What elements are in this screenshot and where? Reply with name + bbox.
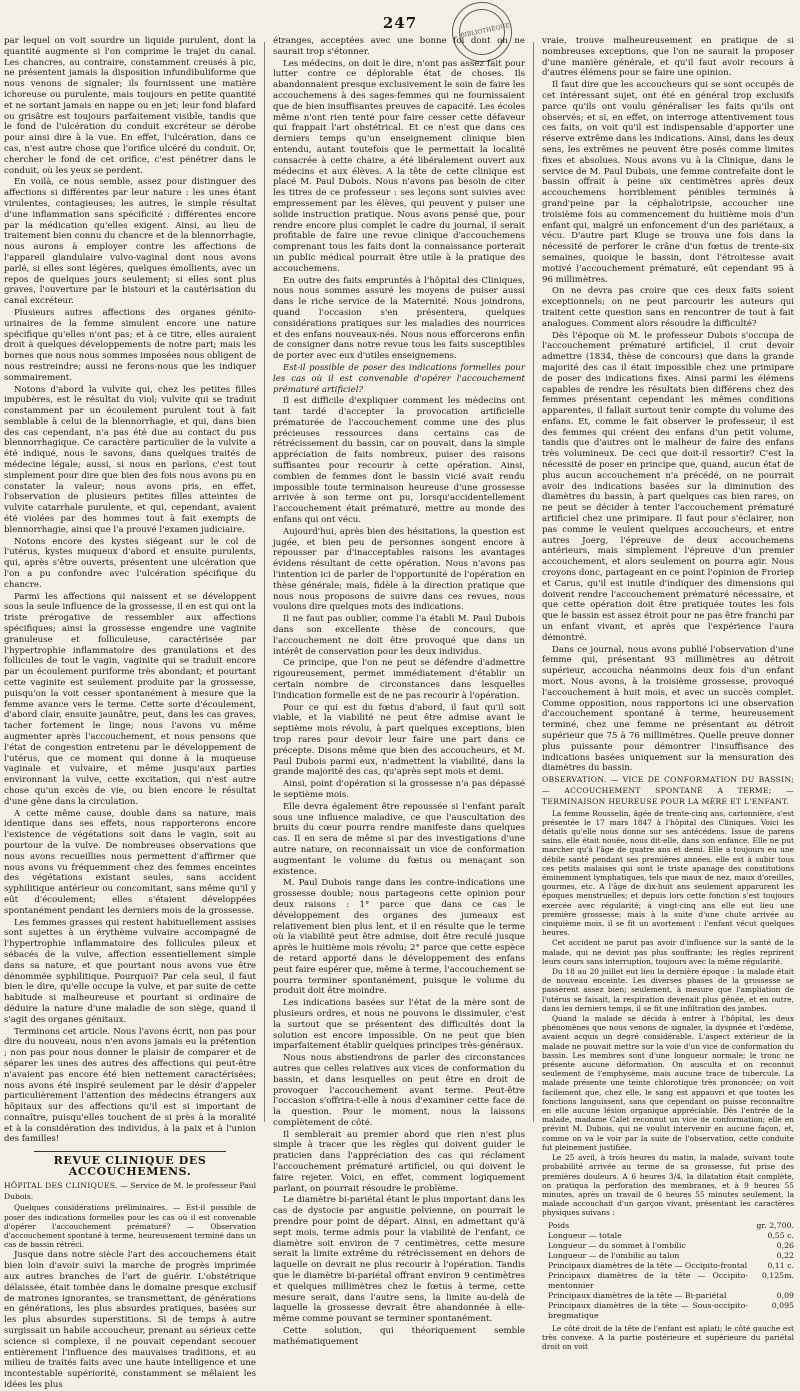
paragraph: Il faut dire que les accoucheurs qui se sont occupés de cet intéressant sujet, ont été en général trop exclusifs parce qu'ils ont voulu généraliser les faits qu'ils ont observés; et si, en effet, on interroge attentivement tous ces faits, on voit qu'il est indispensable d'apporter une réserve extrême dans les indications. Ainsi, dans les deux sens, les extrêmes ne peuvent être posés comme limites fixes et absolues. Nous avons vu à la Clinique, dans le service de M. Paul Dubois, une femme contrefaite dont le bassin offrait à peine six centimètres après deux accouchemens horriblement pénibles terminés à grand'peine par la céphalotripsie, accoucher une troisième fois au commencement du huitième mois d'un enfant qui, malgré un enfoncement d'un des pariétaux, a vécu. D'autre part Kluge se trouva une fois dans la nécessité de perforer le crâne d'un fœtus de trente-six semaines, quoique le bassin, dont l'étroitesse avait motivé l'accouchement prématuré, eût cependant 95 à 96 millimètres. bbox=[542, 80, 795, 285]
paragraph: M. Paul Dubois range dans les contre-indications une grossesse double; nous partageons cette opinion pour deux raisons : 1° parce que dans ce cas le développement des organes des jumeaux est relativement bien plus lent, et il en résulte que le terme où la viabilité peut être admise, doit être reculé jusque après le huitième mois révolu; 2° parce que cette espèce de retard apporté dans le développement des enfans peut faire espérer que, même à terme, l'accouchement se pourra terminer spontanément, puisque le volume du produit doit être moindre. bbox=[273, 878, 526, 997]
measurement-value: 0,125m. bbox=[761, 1270, 795, 1280]
paragraph: Les médecins, on doit le dire, n'ont pas assez fait pour lutter contre ce déplorable état de choses. Ils abandonnaient presque exclusivement le soin de faire les accouchemens à des sages-femmes qui ne fournissaient que de bien insuffisantes preuves de capacité. Les écoles même n'ont rien tenté pour faire cesser cette défaveur qui frappait l'art obstétrical. Et ce n'est que dans ces derniers temps qu'un enseignement clinique bien entendu, autant toutefois que le permettait la localité consacrée à cette chaire, a été libéralement ouvert aux médecins et aux élèves. A la tête de cette clinique est placé M. Paul Dubois. Nous n'avons pas besoin de citer les titres de ce professeur : ses leçons sont suivies avec empressement par les élèves, qui peuvent y puiser une solide instruction pratique. Nous avons pensé que, pour rendre encore plus complet le cadre du journal, il serait profitable de faire une revue clinique d'accouchemens comprenant tous les faits dont la connaissance porterait un public médical pourrait être utile à la pratique des accouchemens. bbox=[273, 58, 526, 274]
paragraph: Les indications basées sur l'état de la mère sont de plusieurs ordres, et nous ne pouvons le dissimuler, c'est la surtout que se présentent des difficultés dont la solution est encore impossible. On ne peut que bien imparfaitement établir quelques principes très-généraux. bbox=[273, 998, 526, 1052]
paragraph: Dans ce journal, nous avons publié l'observation d'une femme qui, présentant 93 millimètres au détroit supérieur, accoucha néanmoins deux fois d'un enfant mort. Nous avons, à la troisième grossesse, provoqué l'accouchement à huit mois, et avec un succès complet. Comme opposition, nous rapportons ici une observation d'accouchement spontané à terme, heureusement terminé, chez une femme ne présentant au détroit supérieur que 75 à 76 millimètres. Quelle preuve donner plus puissante pour démontrer l'insuffisance des indications basées uniquement sur la mensuration des diamètres du bassin. bbox=[542, 644, 795, 774]
paragraph: Du 18 au 20 juillet eut lieu la dernière époque : la malade était de nouveau enceinte. Les diverses phases de la grossesse se passèrent assez bien; seulement, à mesure que l'ampliation de l'utérus se faisait, la respiration devenait plus gênée, et en outre, dans les derniers temps, il se fit une infiltration des jambes. bbox=[542, 967, 795, 1013]
measurement-label: Longueur — du sommet à l'ombilic bbox=[548, 1240, 686, 1250]
measurement-value: 0,11 c. bbox=[767, 1260, 795, 1270]
paragraph: Plusieurs autres affections des organes génito-urinaires de la femme simulent encore une nature spécifique qu'elles n'ont pas; et à ce titre, elles auraient droit à quelques développements de notre part; mais les bornes que nous nous sommes imposées nous obligent de nous restreindre; aussi ne ferons-nous que les indiquer sommairement. bbox=[4, 307, 257, 383]
measurement-label: Principaux diamètres de la tête — Occipito-mentonnier bbox=[548, 1270, 749, 1290]
measurement-value: 0,22 bbox=[776, 1250, 795, 1260]
paragraph: Notons encore des kystes siégeant sur le col de l'utérus, kystes muqueux d'abord et ensuite purulents, qui, après s'être ouverts, présentent une ulcération que l'on a pu confondre avec l'ulcération spécifique du chancre. bbox=[4, 536, 257, 590]
paragraph: Ce principe, que l'on ne peut se défendre d'admettre rigoureusement, permet immédiatement d'établir un certain nombre de circonstances dans lesquelles l'indication formelle est de ne pas recourir à l'opération. bbox=[273, 658, 526, 701]
paragraph: vraie, trouve malheureusement en pratique de si nombreuses exceptions, que l'on ne saurait la proposer d'une manière générale, et qu'il faut avoir recours à d'autres élémens pour se faire une opinion. bbox=[542, 36, 795, 79]
right-column bbox=[542, 36, 795, 1351]
paragraph: Jusque dans notre siècle l'art des accouchemens était bien loin d'avoir suivi la marche de progrès imprimée aux autres branches de l'art de guérir. L'obstétrique délaissée, était tombée dans le domaine presque exclusif de matrones ignorantes, se transmettant, de générations en générations, les plus absurdes pratiques, basées sur les plus absurdes superstitions. Si de temps à autre surgissait un habile accoucheur, prenant au sérieux cette science si complexe, il ne pouvait cependant secouer entièrement l'influence des mauvaises traditions, et au milieu de traités faits avec une haute intelligence et une incontestable supériorité, constamment se mêlaient les idées les plus bbox=[4, 1250, 257, 1391]
paragraph: Le 25 avril, à trois heures du matin, la malade, suivant toute probabilité arrivée au terme de sa grossesse, fut prise des premières douleurs. A 6 heures 3/4, la dilatation était complète, on pratiqua la perforation des membranes, et à 9 heures 55 minutes, après un travail de 6 heures 55 minutes seulement, la malade accouchait d'un garçon vivant, présentant les caractères physiques suivans : bbox=[542, 1153, 795, 1218]
middle-column bbox=[273, 36, 526, 1347]
observation-heading: OBSERVATION. — VICE DE CONFORMATION DU BASSIN; — ACCOUCHEMENT SPONTANÉ A TERME; — TERMINAISON HEUREUSE POUR LA MÈRE ET L'ENFANT. bbox=[542, 775, 795, 806]
measurement-row bbox=[548, 1301, 794, 1321]
measurement-value: 0,09 bbox=[776, 1290, 795, 1300]
measurement-label: Longueur — totale bbox=[548, 1230, 622, 1240]
paragraph: Aujourd'hui, après bien des hésitations, la question est jugée, et bien peu de personnes songent encore à repousser par d'inacceptables raisons les avantages évidens résultant de cette opération. Nous n'avons pas l'intention ici de parler de l'opportunité de l'opération en thèse générale; mais, fidèle à la direction pratique que nous nous proposons de suivre dans ces revues, nous voulons dire quelques mots des indications. bbox=[273, 526, 526, 613]
subheading-question: Est-il possible de poser des indications formelles pour les cas où il est convenable d'opérer l'accouchement prématuré artificiel? bbox=[273, 362, 526, 395]
paragraph: Le diamètre bi-pariétal étant le plus important dans les cas de dystocie par angustie pelvienne, on pourrait le prendre pour point de départ. Ainsi, en admettant qu'à sept mois, terme admis pour la viabilité de l'enfant, ce diamètre soit environ de 7 centimètres, cette mesure serait la limite extrême du rétrécissement en dehors de laquelle on devrait ne plus recourir à l'opération. Tandis que le diamètre bi-pariétal offrant environ 9 centimètres et quelques millimètres chez le fœtus à terme, cette mesure serait, dans l'autre sens, la limite au-delà de laquelle la grossesse devrait être abandonnée à elle-même comme pouvant se terminer spontanément. bbox=[273, 1195, 526, 1325]
hospital-text: — Service de M. le professeur Paul Dubois. bbox=[4, 1180, 256, 1201]
measurement-label: Longueur — de l'ombilic au talon bbox=[548, 1250, 680, 1260]
paragraph: Elle devra également être repoussée si l'enfant paraît sous une influence maladive, ce que l'auscultation des bruits du cœur pourra rendre manifeste dans quelques cas. Il en sera de même si par des investigations d'une autre nature, on reconnaissait un vice de conformation augmentant le volume du fœtus ou menaçant son existence. bbox=[273, 801, 526, 877]
paragraph: Cette solution, qui théoriquement semble mathématiquement bbox=[273, 1326, 526, 1347]
paragraph: Nous nous abstiendrons de parler des circonstances autres que celles relatives aux vices de conformation du bassin, et dans lesquelles on peut être en droit de provoquer l'accouchement avant terme. Peut-être l'occasion s'offrira-t-elle à nous d'examiner cette face de la question. Pour le moment, nous la laissons complètement de côté. bbox=[273, 1053, 526, 1128]
paragraph: On ne devra pas croire que ces deux faits soient exceptionnels; on ne peut parcourir les auteurs qui traitent cette question sans en rencontrer de tout à fait analogues. Comment alors résoudre la difficulté? bbox=[542, 286, 795, 329]
paragraph: Ainsi, point d'opération si la grossesse n'a pas dépassé le septième mois. bbox=[273, 779, 526, 800]
measurement-label: Principaux diamètres de la tête — Occipito-frontal bbox=[548, 1260, 748, 1270]
paragraph: En outre des faits empruntés à l'hôpital des Cliniques, nous nous sommes assuré les moyens de puiser aussi dans le riche service de la Maternité. Nous joindrons, quand l'occasion s'en présentera, quelques considérations pratiques sur les maladies des nourrices et des enfans nouveaux-nés. Nous nous efforcerons enfin de consigner dans notre revue tous les faits susceptibles de porter avec eux d'utiles enseignemens. bbox=[273, 275, 526, 362]
paragraph: Cet accident ne parut pas avoir d'influence sur la santé de la malade, qui ne devint pas plus souffrante; les règles reprirent leurs cours sans interruption, toujours avec la même régularité. bbox=[542, 938, 795, 966]
paragraph: Il semblerait au premier abord que rien n'est plus simple à tracer que les règles qui doivent guider le praticien dans l'appréciation des cas qui réclament l'accouchement prématuré artificiel, ou qui doivent le faire rejeter. Voici, en effet, comment logiquement parlant, on pourrait résoudre le problème. bbox=[273, 1129, 526, 1194]
text-columns bbox=[4, 36, 795, 1391]
measurement-label: Principaux diamètres de la tête — Bi-pariétal bbox=[548, 1290, 727, 1300]
measurement-row bbox=[548, 1241, 794, 1251]
paragraph: étranges, acceptées avec une bonne foi dont on ne saurait trop s'étonner. bbox=[273, 36, 526, 57]
measurement-label: Poids bbox=[548, 1220, 570, 1230]
measurement-value: 0,55 c. bbox=[767, 1230, 795, 1240]
column-rule bbox=[264, 42, 265, 1122]
paragraph: Il est difficile d'expliquer comment les médecins ont tant tardé d'accepter la provocation artificielle prématurée de l'accouchement comme une des plus précieuses ressources dans certains cas de rétrécissement du bassin, car on pouvait, dans la simple appréciation de faits nombreux, puiser des raisons suffisantes pour recourir à cette opération. Ainsi, combien de femmes dont le bassin vicié avait rendu impossible toute terminaison heureuse d'une grossesse arrivée à son terme ont pu, lorsqu'accidentellement l'accouchement était prématuré, mettre au monde des enfans qui ont vécu. bbox=[273, 396, 526, 526]
section-divider bbox=[34, 1151, 226, 1152]
column-rule bbox=[533, 42, 534, 1122]
paragraph: Notons d'abord la vulvite qui, chez les petites filles impubères, est le résultat du viol; vulvite qui se traduit constamment par un écoulement purulent tout à fait semblable à celui de la blennorrhagie, et qui, dans bien des cas cependant, n'a pas été due au contact du pus blennorrhagique. Ce caractère particulier de la vulvite a été indiqué, nous le savons, dans quelques traités de médecine légale; aussi, si nous en parlons, c'est tout simplement pour dire que bien des fois nous avons pu en constater la valeur; nous avons pris, en effet, l'observation de plusieurs petites filles atteintes de vulvite catarrhale purulente, et qui, cependant, avaient été violées par des hommes tout à fait exempts de blennorrhagie, ainsi que l'a prouvé l'examen judiciaire. bbox=[4, 384, 257, 535]
left-column bbox=[4, 36, 257, 1391]
section-summary: Quelques considérations préliminaires. — Est-il possible de poser des indications formelles pour les cas où il est convenable d'opérer l'accouchement prématuré? — Observation d'accouchement spontané à terme, heureusement terminé dans un cas de bassin rétréci. bbox=[4, 1203, 257, 1250]
measurement-row bbox=[548, 1271, 794, 1291]
section-title: REVUE CLINIQUE DES ACCOUCHEMENS. bbox=[53, 1154, 207, 1179]
paragraph: par lequel on voit sourdre un liquide purulent, dont la quantité augmente si l'on comprime le trajet du canal. Les chancres, au contraire, constamment creusés à pic, ne présentent jamais la disposition infundibuliforme que nous venons de signaler; ils fournissent une matière ichoreuse ou purulente, mais toujours en petite quantité et ne sortant jamais en nappe ou en jet; leur fond blafard ou grisâtre est toujours parfaitement visible, tandis que le fond de l'ulcération du conduit excréteur se dérobe pour ainsi dire à la vue. En effet, l'ulcération, dans ce cas, n'est autre chose que l'orifice ulcéré du conduit. Or, chercher le fond de cet orifice, c'est pénétrer dans le conduit, où les yeux se perdent. bbox=[4, 36, 257, 176]
paragraph: Dès l'époque où M. le professeur Dubois s'occupa de l'accouchement prématuré artificiel, il crut devoir admettre (1834, thèse de concours) que dans la grande majorité des cas il était impossible chez une primipare de poser des indications fixes. Ainsi parmi les élémens capables de rendre les résultats bien différens chez des femmes présentant cependant les mêmes conditions apparentes, il fallait surtout tenir compte du volume des enfans. Et, comme le fait observer le professeur, il est des femmes qui créent des enfans d'un petit volume, tandis que d'autres ont le malheur de faire des enfans très volumineux. De ceci que doit-il ressortir? C'est la nécessité de poser en principe que, quand, aucun état de plus aucun accouchement n'a précédé, on ne pourrait avoir des indications basées sur la diminution des diamètres du bassin, à part quelques cas bien rares, on ne peut se décider à tenter l'accouchement prématuré artificiel chez une primipare. Il faut pour s'éclairer, non pas comme le veulent quelques accoucheurs, et entre autres Joerg, l'épreuve de deux accouchemens antérieurs, mais simplement l'épreuve d'un premier accouchement, et alors seulement on pourra agir. Nous croyons donc, partageant en ce point l'opinion de Froriep et Carus, qu'il est inutile d'indiquer des dimensions qui doivent rendre l'accouchement prématuré nécessaire, et que cette opération doit être pratiquée toutes les fois que le bassin est assez étroit pour ne pas être franchi par un enfant vivant, et après que l'expérience l'aura démontré. bbox=[542, 330, 795, 643]
paragraph: Pour ce qui est du fœtus d'abord, il faut qu'il soit viable, et la viabilité ne peut être admise avant le septième mois révolu, à part quelques exceptions, bien trop rares pour devoir leur faire une part dans ce précepte. Disons même que bien des accoucheurs, et M. Paul Dubois parmi eux, n'admettent la viabilité, dans la grande majorité des cas, qu'après sept mois et demi. bbox=[273, 702, 526, 778]
stamp-text: BIBLIOTHÈQUE bbox=[455, 5, 510, 60]
paragraph: Il ne faut pas oublier, comme l'a établi M. Paul Dubois dans son excellente thèse de concours, que l'accouchement ne doit être provoqué que dans un intérêt de conservation pour les deux individus. bbox=[273, 614, 526, 657]
measurement-value: gr. 2,700. bbox=[756, 1220, 795, 1230]
measurement-value: 0,26 bbox=[776, 1240, 795, 1250]
measurement-row bbox=[548, 1251, 794, 1261]
measurement-row bbox=[548, 1291, 794, 1301]
measurement-table bbox=[548, 1221, 794, 1321]
hospital-line bbox=[4, 1181, 256, 1203]
paragraph: Le côté droit de la tête de l'enfant est aplati; le côté gauche est très convexe. A la partie postérieure et supérieure du pariétal droit on voit bbox=[542, 1323, 795, 1351]
measurement-row bbox=[548, 1231, 794, 1241]
measurement-label: Principaux diamètres de la tête — Sous-occipito-bregmatique bbox=[548, 1300, 749, 1320]
paragraph: Quand la malade se décida à entrer à l'hôpital, les deux phénomènes que nous venons de signaler, la dyspnée et l'œdème, avaient acquis un degré considérable. L'aspect extérieur de la malade ne pouvait mettre sur la voie d'un vice de conformation du bassin. Les membres sont d'une longueur normale; le tronc ne présente aucune déformation. On ausculta et on reconnut seulement de l'emphysème, mais aucune trace de tubercule. La malade présente une teinte chlorotique très prononcée; on voit facilement que, chez elle, le sang est appauvri et que toutes les fonctions languissent, sans que cependant on puisse reconnaître en elle aucune lésion organique appréciable. Dès l'entrée de la malade, madame Calet reconnut un vice de conformation; elle en prévint M. Dubois, qui ne voulut intervenir en aucune façon, et, comme on va le voir par la suite de l'observation, cette conduite fut pleinement justifiée. bbox=[542, 1014, 795, 1152]
hospital-label: HÔPITAL DES CLINIQUES. bbox=[4, 1180, 118, 1190]
paragraph: Les femmes grasses qui restent habituellement assises sont sujettes à un érythème vulvaire accompagné de l'hypertrophie inflammatoire des follicules pileux et sébacés de la vulve, affection essentiellement simple dans sa nature, et que pourtant nous avons vue être dénommée syphilitique. Pourquoi? Par cela seul, il faut bien le dire, qu'elle occupe la vulve, et par suite de cette habitude si malheureuse et pourtant si ordinaire de déduire la nature d'une maladie de son siège, quand il s'agit des organes génitaux. bbox=[4, 917, 257, 1025]
paragraph: A cette même cause, double dans sa nature, mais identique dans ses effets, nous rapporterons encore l'existence de végétations soit dans le vagin, soit au pourtour de la vulve. De nombreuses observations que nous avons recueillies nous permettent d'affirmer que nous avons vu fréquemment chez des femmes enceintes des végétations existant seules, sans accident syphilitique antérieur ou concomitant, sans même qu'il y eût d'écoulement; elles s'étaient développées spontanément pendant les derniers mois de la grossesse. bbox=[4, 808, 257, 916]
paragraph: En voilà, ce nous semble, assez pour distinguer des affections si différentes par leur nature : les unes étant virulentes, contagieuses; les autres, le simple résultat d'une inflammation sans spécificité : différentes encore par la médication qu'elles exigent. Ainsi, au lieu de traitement bien connu du chancre et de la blennorrhagie, nous aurons à employer contre les affections de l'appareil glandulaire vulvo-vaginal dont nous avons parlé, si elles sont légères, quelques émollients, avec un repos de quelques jours seulement; si elles sont plus graves, l'ouverture par le bistouri et la cautérisation du canal excréteur. bbox=[4, 177, 257, 307]
paragraph: La femme Rousselin, âgée de trente-cinq ans, cartonnière, s'est présentée le 17 mars 1847 à l'hôpital des Cliniques. Voici les détails qu'elle nous donne sur ses antécédens. Issue de parens sains, elle était nouée, nous dit-elle, dans son enfance. Elle ne put marcher qu'à l'âge de quatre ans et demi. Elle a toujours eu une débile santé pendant ses premières années, elle est à subir tous ces petits malaises qui sont le triste apanage des constitutions éminemment lymphatiques, tels que maux de nez, maux d'oreilles, gourmes, etc. A l'âge de dix-huit ans seulement apparurent les époques menstruelles; et depuis lors cette fonction s'est toujours exercée avec régularité; à vingt-cinq ans elle eut lieu une première grossesse; mais à la suite d'une chute arrivée au cinquième mois, il se fit un avortement : l'enfant vécut quelques heures. bbox=[542, 808, 795, 938]
paragraph: Parmi les affections qui naissent et se développent sous la seule influence de la grossesse, il en est qui ont la triste prérogative de ressembler aux affections spécifiques; ainsi la grossesse engendre une vaginite granuleuse et folliculeuse, caractérisée par l'hypertrophie inflammatoire des granulations et des follicules de tout le vagin, vaginite qui se traduit encore par un écoulement puriforme très abondant; et pourtant cette vaginite est seulement produite par la grossesse, puisqu'on la voit cesser spontanément à mesure que la femme avance vers le terme. Cette sorte d'écoulement, d'abord clair, ensuite jaunâtre, peut, dans les cas graves, tacher fortement le linge; nous l'avons vu même augmenter après l'accouchement, et nous pensons que l'état de congestion entretenu par le développement de l'utérus, que ce moment qui donne à la muqueuse vaginale et vulvaire, et même jusqu'aux parties environnant la vulve, cette excitation, qui n'est autre chose qu'un excès de vie, ou bien encore le résultat d'une gêne dans la circulation. bbox=[4, 591, 257, 807]
paragraph: Terminons cet article. Nous l'avons écrit, non pas pour dire du nouveau, nous n'en avons jamais eu la prétention ; non pas pour nous donner le plaisir de comparer et de séparer les unes des autres des affections qui peut-être n'avaient pas encore été bien nettement caractérisées; nous avons été inspiré seulement par le désir d'appeler particulièrement l'attention des médecins étrangers aux hôpitaux sur des affections qu'il est si important de connaître, puisqu'elles touchent de si près à la moralité et à la considération des individus, à la paix et à l'union des familles! bbox=[4, 1026, 257, 1145]
measurement-row bbox=[548, 1261, 794, 1271]
page-number: 247 bbox=[382, 14, 418, 32]
measurement-value: 0,095 bbox=[771, 1300, 795, 1310]
measurement-row bbox=[548, 1221, 794, 1231]
